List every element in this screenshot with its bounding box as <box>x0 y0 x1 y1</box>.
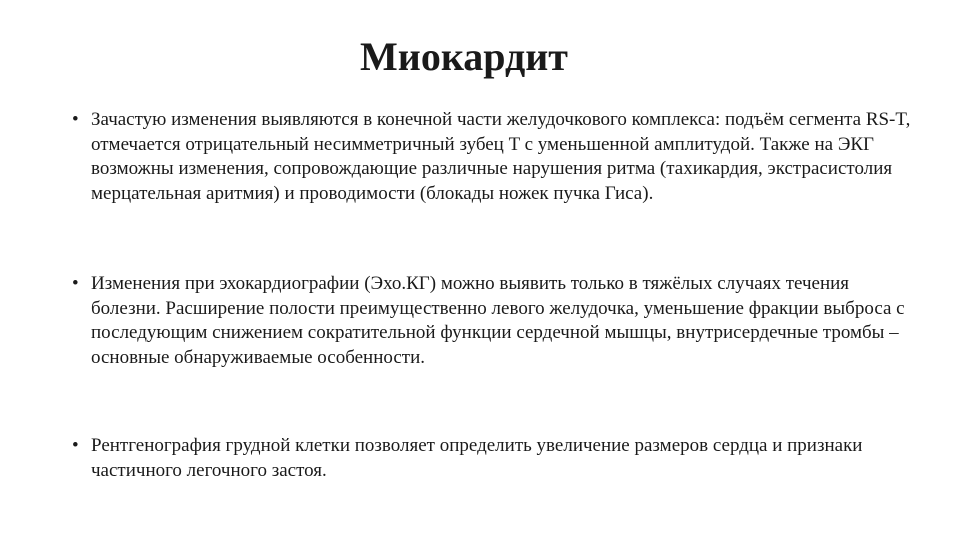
bullet-text: Рентгенография грудной клетки позволяет определить увеличение размеров сердца и признаки частичного легочного застоя. <box>91 435 863 481</box>
bullet-item <box>72 272 911 370</box>
bullet-text: Зачастую изменения выявляются в конечной части желудочкового комплекса: подъём сегмента RS-T, отмечается отрицательный несимметричный зубец T с уменьшенной амплитудой. Также на ЭКГ возможны изменения, сопровождающие различные нарушения ритма (тахикардия, экстрасистолия мерцательная аритмия) и проводимости (блокады ножек пучка Гиса). <box>91 109 911 204</box>
bullet-item <box>72 108 911 206</box>
bullet-text: Изменения при эхокардиографии (Эхо.КГ) можно выявить только в тяжёлых случаях течения болезни. Расширение полости преимущественно левого желудочка, уменьшение фракции выброса с последующим снижением сократительной функции сердечной мышцы, внутрисердечные тромбы – основные обнаруживаемые особенности. <box>91 273 905 368</box>
slide-title: Миокардит <box>360 34 568 79</box>
bullet-dot-icon: • <box>72 109 79 130</box>
bullet-item <box>72 434 911 483</box>
bullet-dot-icon: • <box>72 435 79 456</box>
bullet-dot-icon: • <box>72 273 79 294</box>
